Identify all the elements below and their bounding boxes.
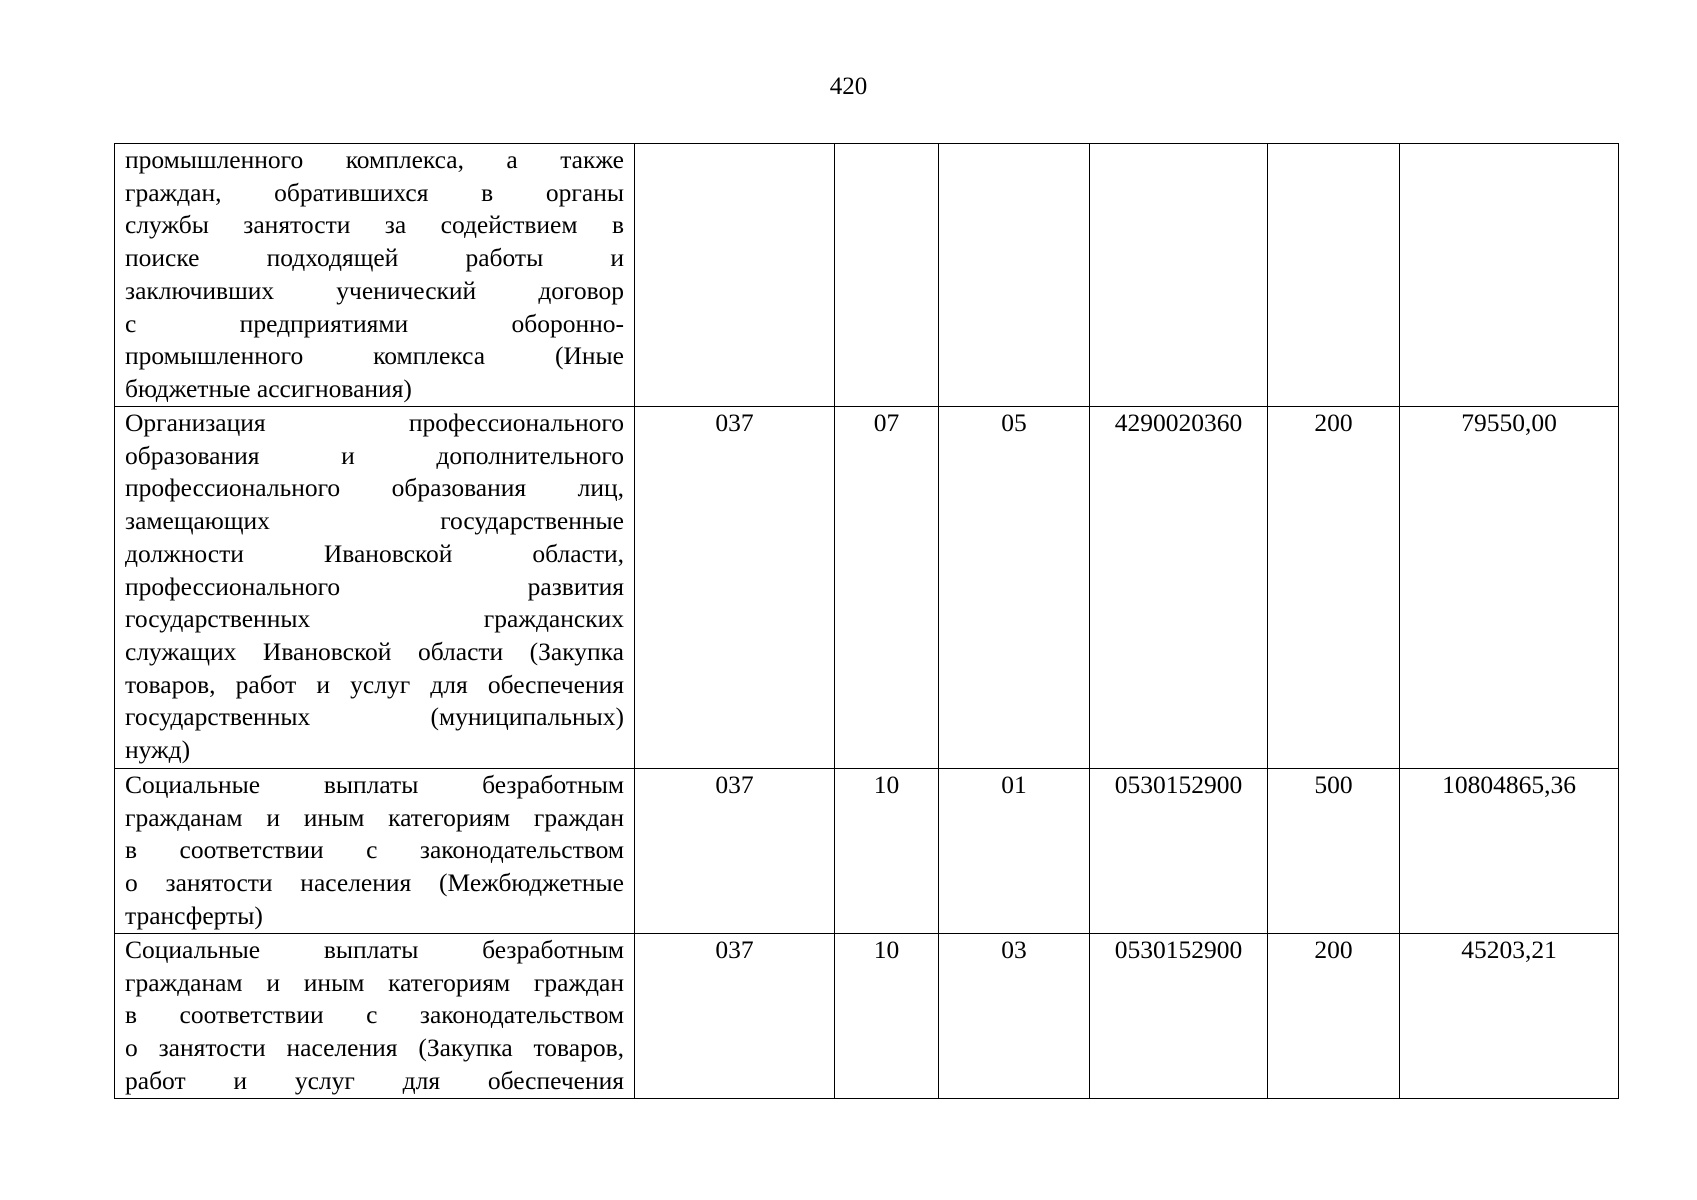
table-body [115, 144, 1619, 1099]
description-line: заключивших ученический договор [125, 275, 624, 305]
subsection-cell: 01 [939, 769, 1090, 934]
amount-cell [1400, 144, 1619, 407]
description-line: трансферты) [125, 900, 263, 930]
admin-code-cell: 037 [635, 769, 835, 934]
budget-table [114, 143, 1619, 1099]
admin-code-cell [635, 144, 835, 407]
description-line: в соответствии с законодательством [125, 835, 624, 865]
section-cell: 10 [835, 769, 939, 934]
description-line: профессионального развития [125, 571, 624, 601]
description-line: бюджетные ассигнования) [125, 373, 412, 403]
description-line: гражданам и иным категориям граждан [125, 802, 624, 832]
description-cell [115, 769, 635, 934]
description-line: работ и услуг для обеспечения [125, 1065, 624, 1095]
target-article-cell: 4290020360 [1090, 407, 1268, 769]
description-line: образования и дополнительного [125, 440, 624, 470]
description-line: промышленного комплекса (Иные [125, 341, 624, 371]
table-row [115, 407, 1619, 769]
description-line: нужд) [125, 735, 191, 765]
description-line: службы занятости за содействием в [125, 210, 624, 240]
expense-type-cell: 200 [1268, 407, 1400, 769]
description-line: Организация профессионального [125, 408, 624, 437]
description-line: промышленного комплекса, а также [125, 145, 624, 174]
description-line: о занятости населения (Межбюджетные [125, 868, 624, 898]
admin-code-cell: 037 [635, 407, 835, 769]
table-row [115, 934, 1619, 1099]
subsection-cell: 03 [939, 934, 1090, 1099]
expense-type-cell: 200 [1268, 934, 1400, 1099]
target-article-cell [1090, 144, 1268, 407]
description-cell [115, 144, 635, 407]
table-row [115, 769, 1619, 934]
description-cell [115, 407, 635, 769]
description-line: с предприятиями оборонно- [125, 308, 624, 338]
target-article-cell: 0530152900 [1090, 769, 1268, 934]
description-line: Социальные выплаты безработным [125, 770, 624, 799]
description-line: замещающих государственные [125, 506, 624, 536]
target-article-cell: 0530152900 [1090, 934, 1268, 1099]
expense-type-cell: 500 [1268, 769, 1400, 934]
subsection-cell: 05 [939, 407, 1090, 769]
description-line: профессионального образования лиц, [125, 473, 624, 503]
description-line: гражданам и иным категориям граждан [125, 967, 624, 997]
description-line: в соответствии с законодательством [125, 1000, 624, 1030]
amount-cell: 10804865,36 [1400, 769, 1619, 934]
amount-cell: 45203,21 [1400, 934, 1619, 1099]
subsection-cell [939, 144, 1090, 407]
description-line: граждан, обратившихся в органы [125, 177, 624, 207]
description-line: Социальные выплаты безработным [125, 935, 624, 964]
description-line: товаров, работ и услуг для обеспечения [125, 669, 624, 699]
description-line: должности Ивановской области, [125, 538, 624, 568]
description-line: о занятости населения (Закупка товаров, [125, 1033, 624, 1063]
amount-cell: 79550,00 [1400, 407, 1619, 769]
section-cell: 10 [835, 934, 939, 1099]
section-cell [835, 144, 939, 407]
description-line: поиске подходящей работы и [125, 243, 624, 273]
admin-code-cell: 037 [635, 934, 835, 1099]
page-number: 420 [829, 73, 868, 100]
description-line: государственных гражданских [125, 604, 624, 634]
description-line: служащих Ивановской области (Закупка [125, 636, 624, 666]
section-cell: 07 [835, 407, 939, 769]
description-cell [115, 934, 635, 1099]
table-row [115, 144, 1619, 407]
description-line: государственных (муниципальных) [125, 702, 624, 732]
expense-type-cell [1268, 144, 1400, 407]
